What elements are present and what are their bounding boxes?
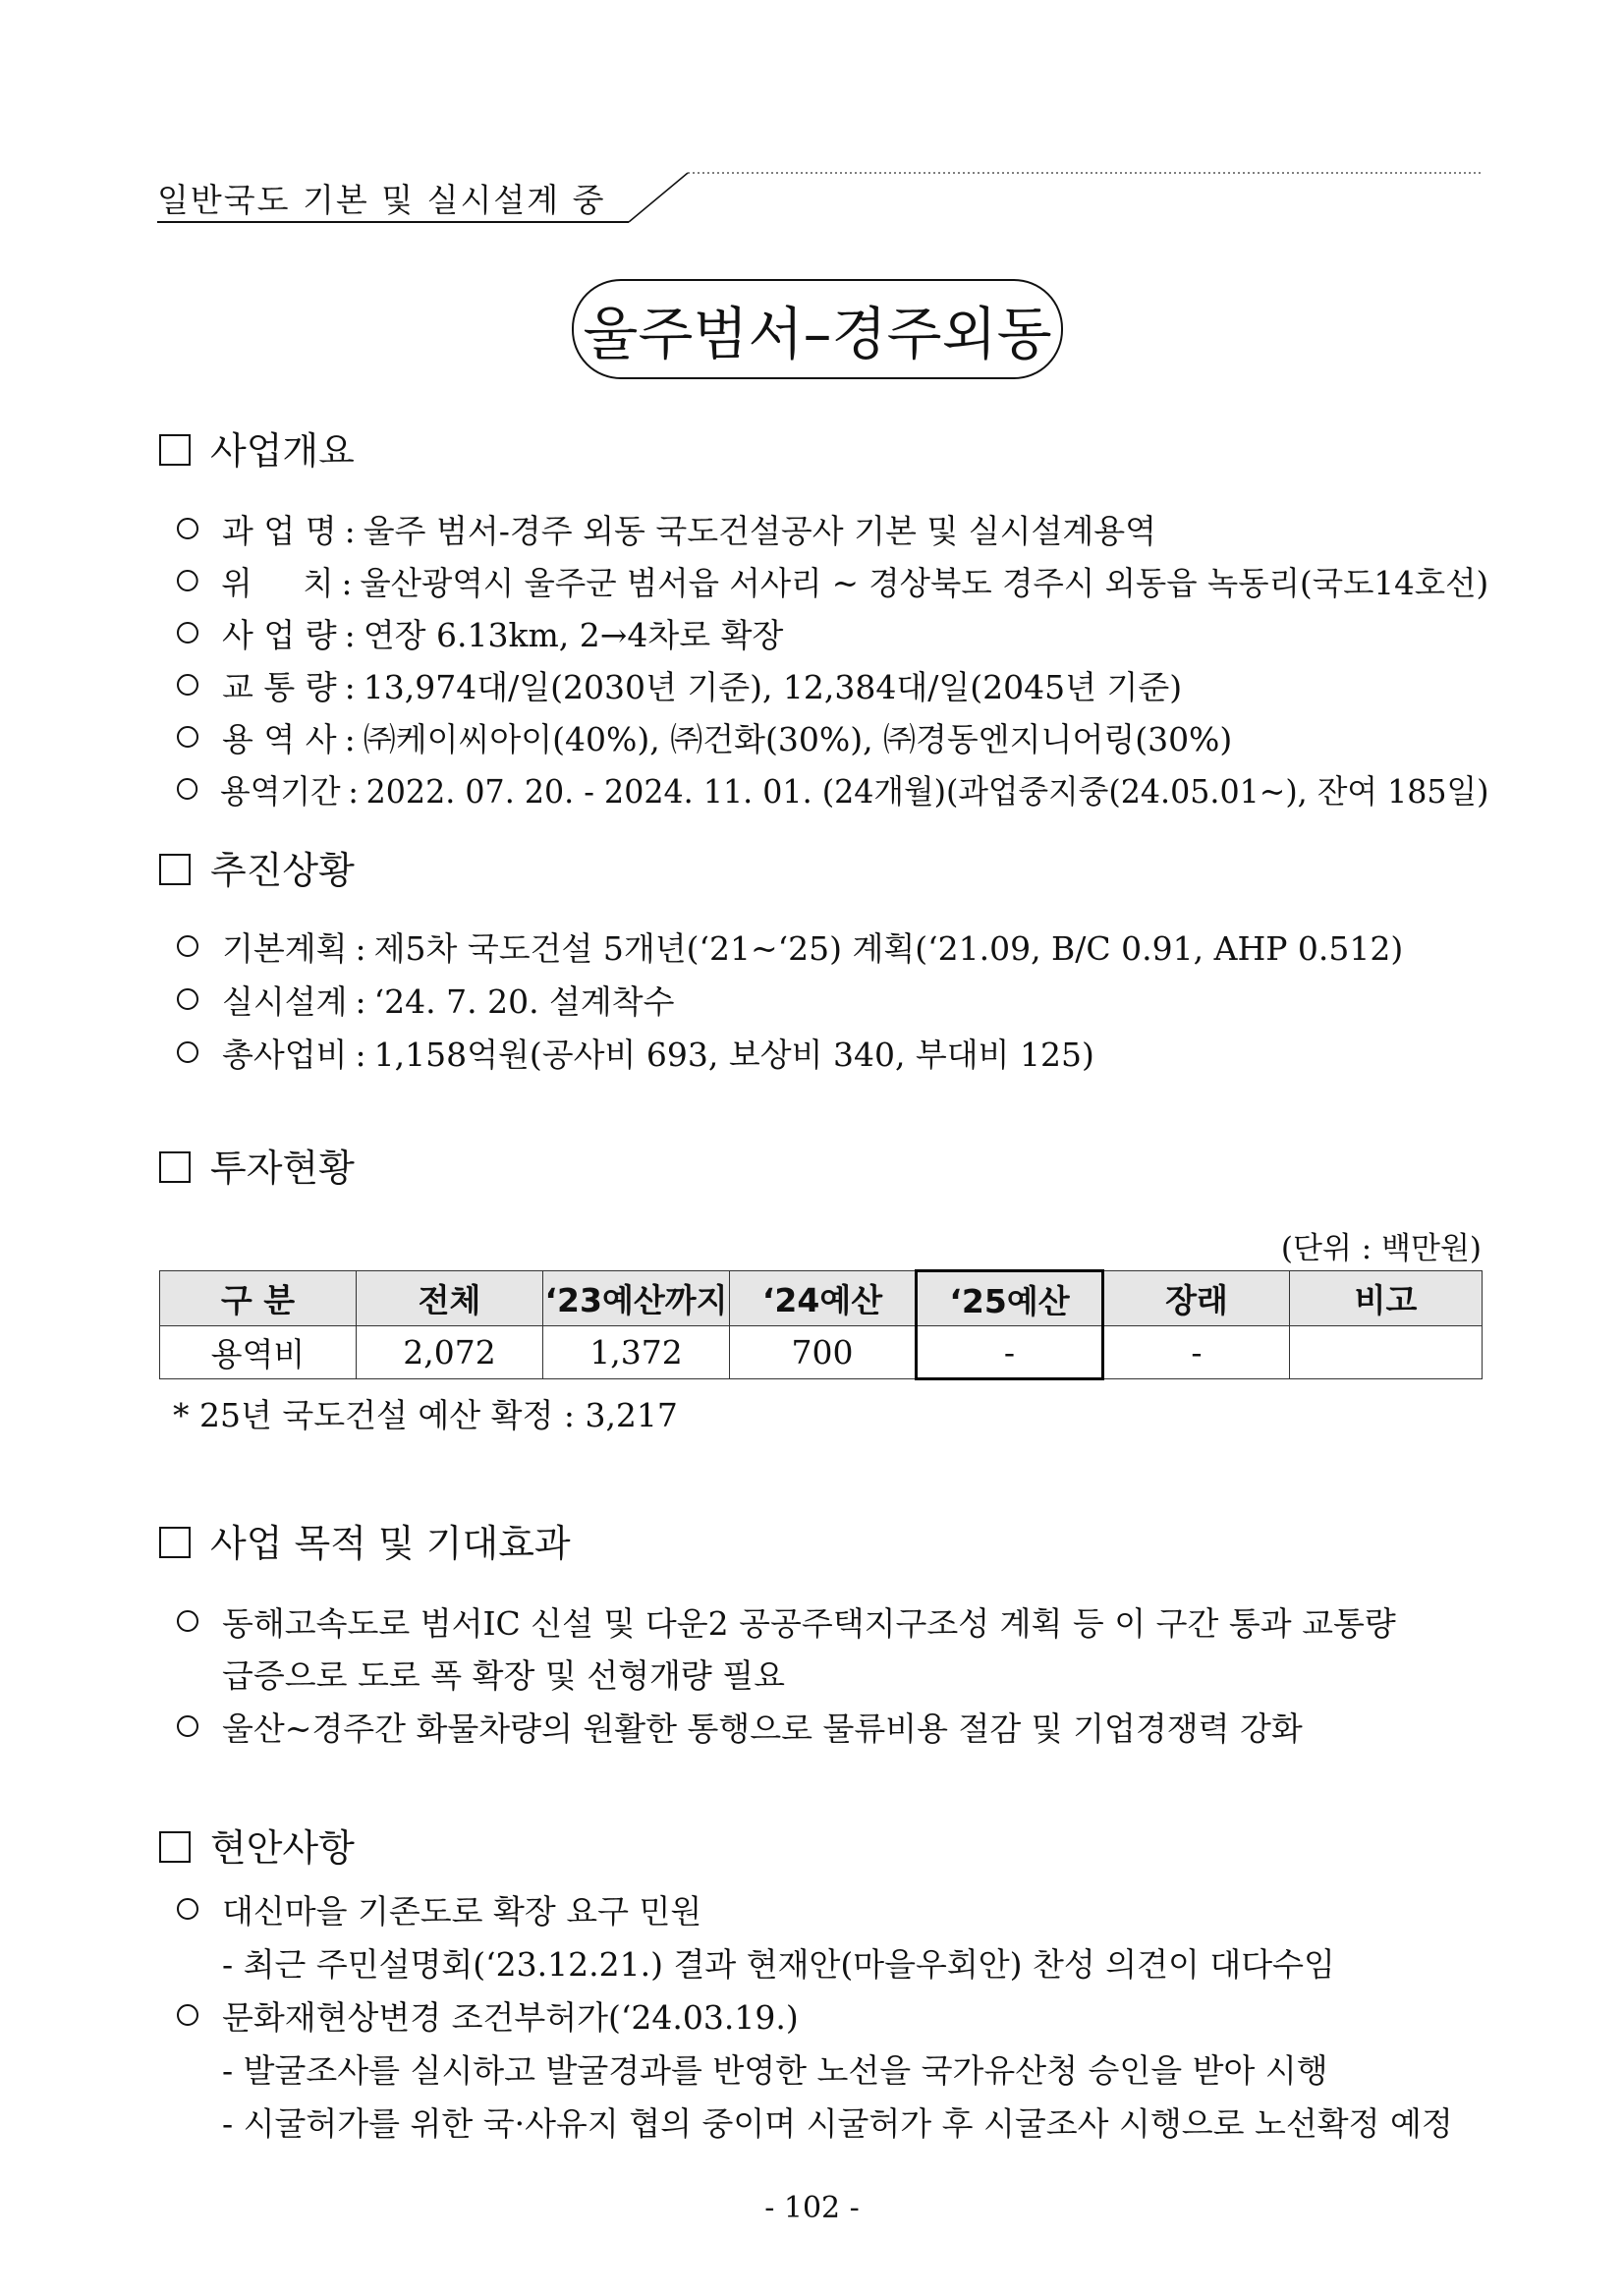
circle-bullet-icon: [177, 518, 198, 539]
table-cell: 700: [730, 1326, 917, 1379]
circle-bullet-icon: [177, 622, 198, 644]
issue-sub-item: - 발굴조사를 실시하고 발굴경과를 반영한 노선을 국가유산청 승인을 받아 시행: [222, 2051, 1328, 2090]
table-cell: [1290, 1326, 1483, 1379]
header-rule: [0, 0, 1624, 255]
table-cell: -: [1103, 1326, 1290, 1379]
section-heading-purpose: 사업 목적 및 기대효과: [159, 1513, 571, 1567]
page-title: 울주범서–경주외동: [572, 279, 1063, 379]
table-unit-label: (단위 : 백만원): [1280, 1231, 1482, 1266]
section-heading-issues: 현안사항: [159, 1818, 355, 1872]
circle-bullet-icon: [177, 1610, 198, 1632]
circle-bullet-icon: [177, 726, 198, 748]
circle-bullet-icon: [177, 1041, 198, 1063]
table-cell: 1,372: [543, 1326, 730, 1379]
section-heading-overview: 사업개요: [159, 420, 355, 475]
purpose-item-continuation: 급증으로 도로 폭 확장 및 선형개량 필요: [222, 1656, 785, 1695]
section-heading-investment: 투자현황: [159, 1138, 355, 1192]
budget-note: * 25년 국도건설 예산 확정 : 3,217: [173, 1396, 678, 1434]
circle-bullet-icon: [177, 1715, 198, 1737]
progress-item: 실시설계 : ‘24. 7. 20. 설계착수: [177, 977, 675, 1023]
progress-item: 기본계획 : 제5차 국도건설 5개년(‘21~‘25) 계획(‘21.09, B/C 0.91, AHP 0.512): [177, 924, 1403, 970]
column-header-highlighted: ‘25예산: [917, 1271, 1103, 1326]
overview-item: 위 치 : 울산광역시 울주군 범서읍 서사리 ~ 경상북도 경주시 외동읍 녹동리(국도14호선): [177, 558, 1488, 604]
circle-bullet-icon: [177, 2004, 198, 2026]
purpose-item: 동해고속도로 범서IC 신설 및 다운2 공공주택지구조성 계획 등 이 구간 통과 교통량: [177, 1598, 1396, 1645]
overview-item: 교 통 량 : 13,974대/일(2030년 기준), 12,384대/일(2045년 기준): [177, 662, 1182, 708]
checkbox-square-icon: [159, 1831, 191, 1863]
table-cell: 용역비: [160, 1326, 357, 1379]
investment-table: [159, 1269, 1483, 1380]
circle-bullet-icon: [177, 1898, 198, 1920]
column-header: 장래: [1103, 1271, 1290, 1326]
purpose-item: 울산~경주간 화물차량의 원활한 통행으로 물류비용 절감 및 기업경쟁력 강화: [177, 1704, 1303, 1750]
progress-item: 총사업비 : 1,158억원(공사비 693, 보상비 340, 부대비 125): [177, 1030, 1094, 1076]
checkbox-square-icon: [159, 1527, 191, 1558]
checkbox-square-icon: [159, 854, 191, 885]
table-cell: 2,072: [357, 1326, 543, 1379]
column-header: 비고: [1290, 1271, 1483, 1326]
column-header: ‘24예산: [730, 1271, 917, 1326]
circle-bullet-icon: [177, 778, 197, 800]
circle-bullet-icon: [177, 570, 198, 591]
running-header: 일반국도 기본 및 실시설계 중: [157, 181, 606, 219]
issue-sub-item: - 시굴허가를 위한 국·사유지 협의 중이며 시굴허가 후 시굴조사 시행으로 노선확정 예정: [222, 2104, 1453, 2143]
section-heading-progress: 추진상황: [159, 840, 355, 894]
circle-bullet-icon: [177, 935, 198, 957]
circle-bullet-icon: [177, 674, 198, 696]
issue-item: 문화재현상변경 조건부허가(‘24.03.19.): [177, 1992, 799, 2039]
overview-item: 용 역 사 : ㈜케이씨아이(40%), ㈜건화(30%), ㈜경동엔지니어링(30%): [177, 714, 1232, 760]
circle-bullet-icon: [177, 988, 198, 1010]
page-number: - 102 -: [764, 2191, 860, 2225]
column-header: ‘23예산까지: [543, 1271, 730, 1326]
issue-item: 대신마을 기존도로 확장 요구 민원: [177, 1886, 701, 1932]
column-header: 구 분: [160, 1271, 357, 1326]
overview-item: 사 업 량 : 연장 6.13km, 2→4차로 확장: [177, 610, 783, 656]
table-row: [160, 1326, 1483, 1379]
column-header: 전체: [357, 1271, 543, 1326]
issue-sub-item: - 최근 주민설명회(‘23.12.21.) 결과 현재안(마을우회안) 찬성 의견이 대다수임: [222, 1945, 1335, 1984]
overview-item: 과 업 명 : 울주 범서-경주 외동 국도건설공사 기본 및 실시설계용역: [177, 506, 1156, 552]
checkbox-square-icon: [159, 1151, 191, 1183]
table-cell-highlighted: -: [917, 1326, 1103, 1379]
overview-item: 용역기간 : 2022. 07. 20. - 2024. 11. 01. (24개월)(과업중지중(24.05.01~), 잔여 185일): [177, 766, 1489, 812]
checkbox-square-icon: [159, 434, 191, 466]
table-header-row: [160, 1271, 1483, 1326]
